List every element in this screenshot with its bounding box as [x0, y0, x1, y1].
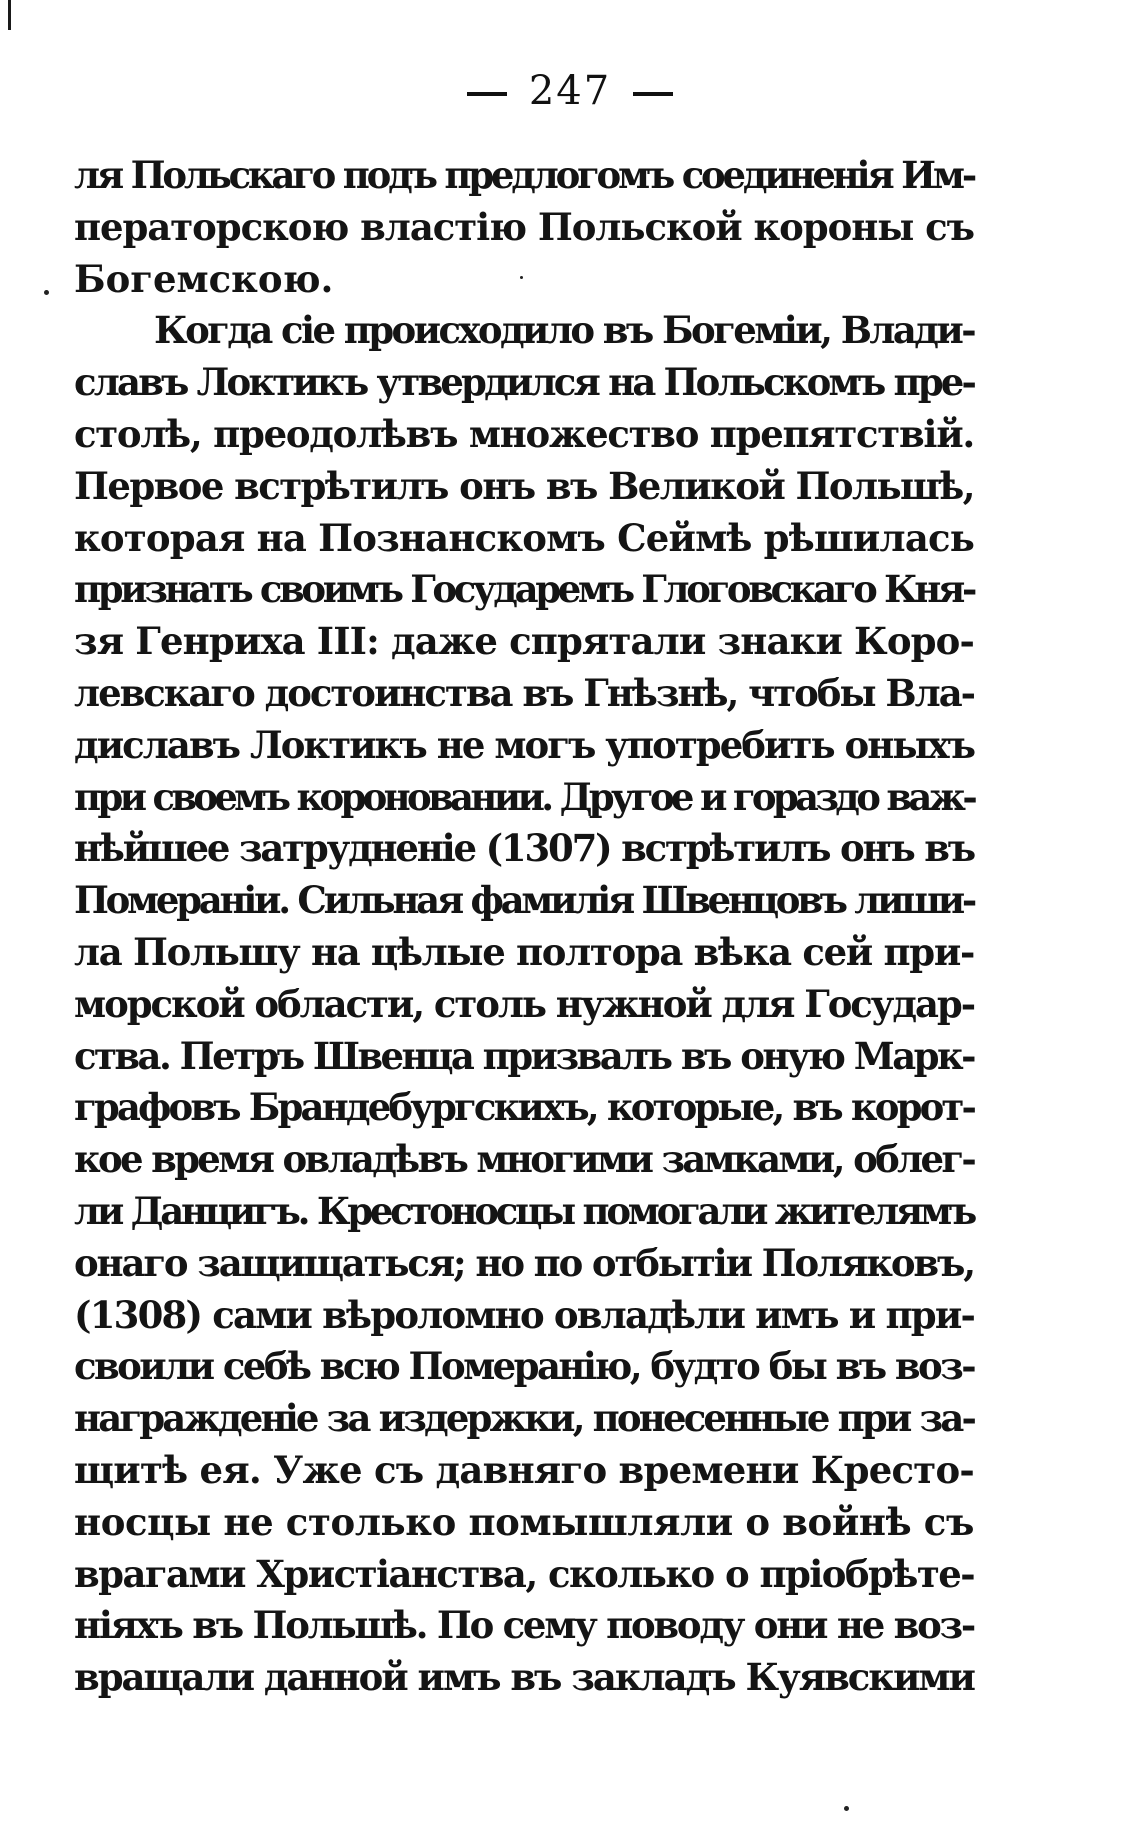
text-line: левскаго достоинства въ Гнѣзнѣ, чтобы Вла- — [74, 670, 974, 715]
print-speck — [520, 276, 523, 279]
page-header — [0, 68, 1140, 114]
text-line: онаго защищаться; но по отбытіи Поляковъ, — [74, 1240, 975, 1285]
text-line: вращали данной имъ въ закладъ Куявскими — [74, 1655, 974, 1700]
page-edge-rule — [8, 0, 11, 30]
text-line: щитѣ ея. Уже съ давняго времени Кресто- — [74, 1447, 974, 1492]
body-text — [74, 150, 974, 1704]
text-line: ства. Петръ Швенца призвалъ въ оную Марк- — [74, 1033, 974, 1078]
text-line: ла Польшу на цѣлые полтора вѣка сей при- — [74, 929, 974, 974]
text-line: морской области, столь нужной для Государ- — [74, 981, 974, 1026]
text-line: диславъ Локтикъ не могъ употребить оныхъ — [74, 722, 974, 767]
text-line: нѣйшее затрудненіе (1307) встрѣтилъ онъ въ — [74, 826, 974, 871]
text-line: своили себѣ всю Померанію, будто бы въ воз- — [74, 1344, 974, 1389]
text-line: зя Генриха III: даже спрятали знаки Коро- — [74, 619, 974, 664]
text-line: признать своимъ Государемъ Глоговскаго Кня- — [74, 567, 974, 612]
page-number: 247 — [528, 68, 612, 114]
print-speck — [44, 290, 49, 295]
text-line: ніяхъ въ Польшѣ. По сему поводу они не воз- — [74, 1603, 974, 1648]
text-line: награжденіе за издержки, понесенные при за- — [74, 1396, 974, 1441]
text-line: (1308) сами вѣроломно овладѣли имъ и при- — [74, 1292, 974, 1337]
text-line: столѣ, преодолѣвъ множество препятствій. — [74, 411, 974, 456]
text-line: Богемскою. — [74, 256, 334, 301]
text-line: ли Данцигъ. Крестоносцы помогали жителямъ — [74, 1188, 974, 1233]
text-line: Помераніи. Сильная фамилія Швенцовъ лиши- — [74, 878, 974, 923]
text-line: славъ Локтикъ утвердился на Польскомъ пре- — [74, 360, 974, 405]
text-line: которая на Познанскомъ Сеймѣ рѣшилась — [74, 515, 975, 560]
text-line: при своемъ короновании. Другое и гораздо важ- — [74, 774, 974, 819]
text-line: графовъ Брандебургскихъ, которые, въ корот- — [74, 1085, 974, 1130]
text-line: Первое встрѣтилъ онъ въ Великой Польшѣ, — [74, 463, 974, 508]
text-line: Когда сіе происходило въ Богеміи, Влади- — [154, 308, 974, 353]
print-speck — [844, 1806, 849, 1811]
text-line: ля Польскаго подъ предлогомъ соединенія Им- — [74, 153, 974, 197]
header-dash-right — [633, 92, 673, 96]
text-line: кое время овладѣвъ многими замками, облег- — [74, 1137, 974, 1182]
text-line: ператорскою властію Польской короны съ — [74, 204, 974, 249]
text-line: носцы не столько помышляли о войнѣ съ — [74, 1499, 974, 1544]
text-line: врагами Христіанства, сколько о пріобрѣте- — [74, 1551, 974, 1596]
header-dash-left — [467, 92, 507, 96]
